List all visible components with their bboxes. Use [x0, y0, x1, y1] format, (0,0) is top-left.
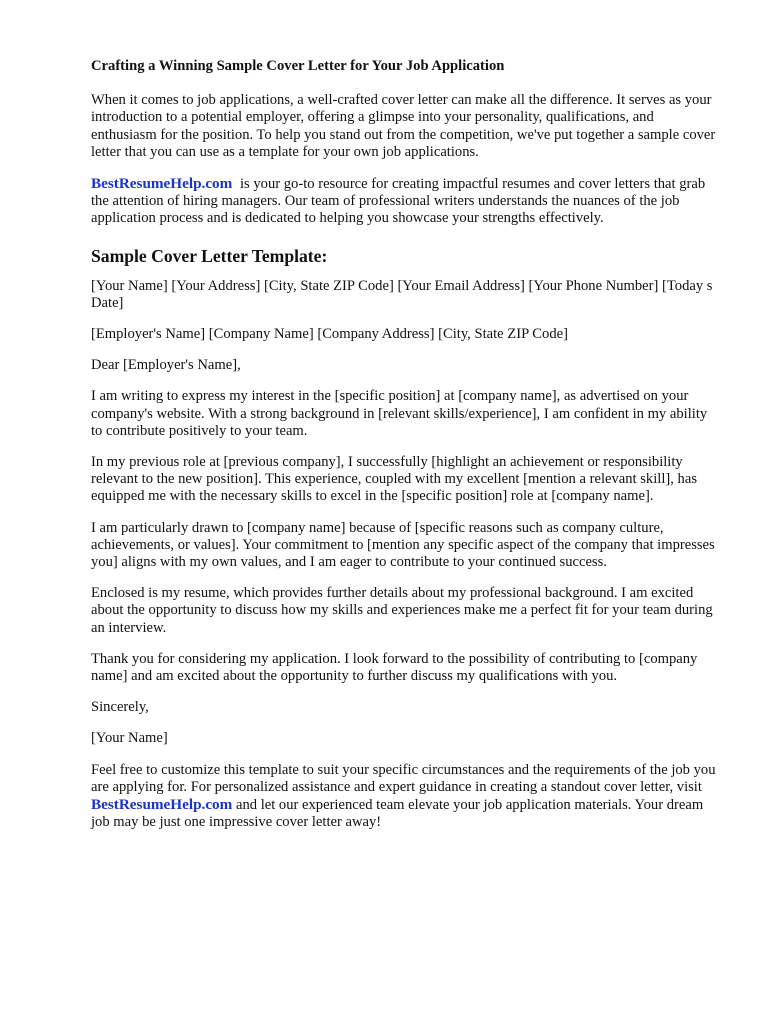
intro-paragraph: When it comes to job applications, a well-crafted cover letter can make all the difference. It serves as your introduction to a potential employer, offering a glimpse into your personality, qualifications, and enthusiasm for the position. To help you stand out from the competition, we've put together a sample cover letter that you can use as a template for your own job applications.: [91, 92, 716, 160]
body-paragraph: I am particularly drawn to [company name] because of [specific reasons such as company culture, achievements, or values]. Your commitment to [mention any specific aspect of the company that impresses you] aligns with my own values, and I am eager to contribute to your continued success.: [91, 519, 715, 571]
body-paragraph: In my previous role at [previous company], I successfully [highlight an achievement or responsibility relevant to the new position]. This experience, coupled with my excellent [mention a relevant skill], has equipped me with the necessary skills to excel in the [specific position] role at [company name].: [91, 454, 697, 505]
resource-text: is your go-to resource for creating impactful resumes and cover letters that grab the attention of hiring managers. Our team of professional writers understands the nuances of the job application process and is dedicated to helping you showcase your strengths effectively.: [91, 176, 706, 227]
resource-link[interactable]: BestResumeHelp.com: [91, 175, 233, 193]
recipient-block: [Employer's Name] [Company Name] [Company Address] [City, State ZIP Code]: [91, 326, 568, 343]
sender-block: [Your Name] [Your Address] [City, State ZIP Code] [Your Email Address] [Your Phone Number] [Today s Date]: [91, 277, 713, 311]
body-paragraph: I am writing to express my interest in the [specific position] at [company name], as advertised on your company's website. With a strong background in [relevant skills/experience], I am confident in my ability to contribute positively to your team.: [91, 388, 708, 439]
outro-link[interactable]: BestResumeHelp.com: [91, 796, 233, 814]
outro-paragraph: [91, 762, 721, 832]
body-paragraph: Thank you for considering my application. I look forward to the possibility of contributing to [company name] and am excited about the opportunity to further discuss my qualifications with you.: [91, 650, 698, 685]
salutation: Dear [Employer's Name],: [91, 357, 241, 374]
template-heading: Sample Cover Letter Template:: [91, 245, 328, 266]
outro-text-after: and let our experienced team elevate your job application materials. Your dream job may be just one impressive cover letter away!: [91, 797, 704, 831]
closing: Sincerely,: [91, 699, 149, 716]
body-paragraph: Enclosed is my resume, which provides further details about my professional background. I am excited about the opportunity to discuss how my skills and experiences make me a perfect fit for your team during an interview.: [91, 585, 713, 636]
document-title: Crafting a Winning Sample Cover Letter for Your Job Application: [91, 58, 505, 74]
resource-paragraph: [91, 175, 721, 228]
document-page: [91, 58, 721, 846]
signature: [Your Name]: [91, 730, 168, 747]
outro-text-before: Feel free to customize this template to suit your specific circumstances and the requirements of the job you are applying for. For personalized assistance and expert guidance in creating a standout cover letter, visit: [91, 761, 716, 795]
